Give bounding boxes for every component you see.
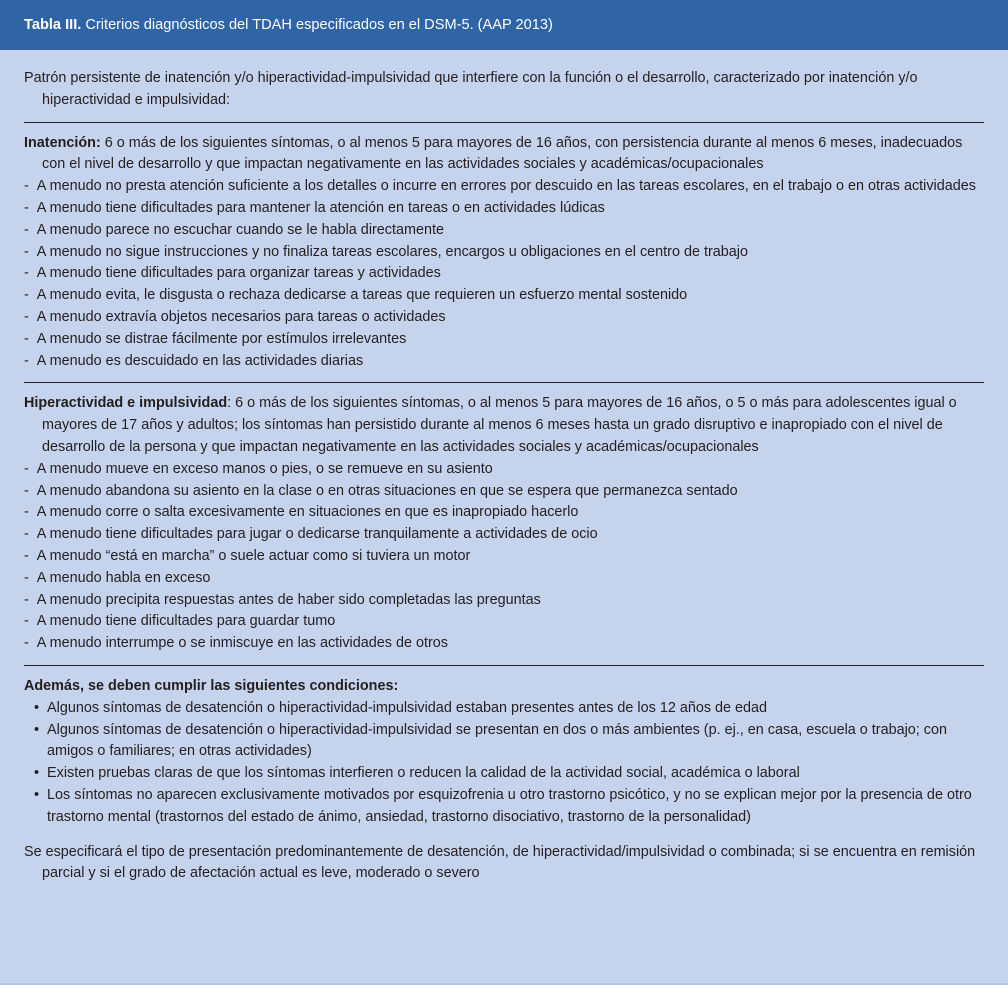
hyperactivity-section [24,393,984,655]
list-marker: - [24,308,37,325]
inattention-symptom [24,285,984,307]
list-item-text: A menudo tiene dificultades para jugar o dedicarse tranquilamente a actividades de ocio [36,526,598,543]
list-item-text: A menudo habla en exceso [36,569,211,586]
list-item-text: A menudo precipita respuestas antes de haber sido completadas las preguntas [36,591,541,608]
hyperactivity-symptom [24,524,984,546]
inattention-symptom [24,242,984,264]
divider [24,382,984,383]
list-marker: - [24,569,37,586]
closing-text: Se especificará el tipo de presentación predominantemente de desatención, de hiperactividad/impulsividad o combinada; si se encuentra en remisión parcial y si el grado de afectación actual es leve, moderado o severo [24,843,976,882]
table-number: Tabla III. [24,17,82,33]
list-item-text: A menudo “está en marcha” o suele actuar como si tuviera un motor [36,547,471,564]
inattention-paragraph [24,133,984,177]
hyperactivity-symptom [24,459,984,481]
list-item-text: A menudo tiene dificultades para mantener la atención en tareas o en actividades lúdicas [36,199,605,216]
inattention-heading: Inatención: [24,134,101,151]
inattention-symptom [24,307,984,329]
list-marker: - [24,635,37,652]
inattention-symptom [24,198,984,220]
hyperactivity-list [24,459,984,655]
condition-item [34,720,984,764]
list-item-text: A menudo abandona su asiento en la clase o en otras situaciones en que se espera que permanezca sentado [36,482,738,499]
list-marker: - [24,591,37,608]
list-item-text: A menudo interrumpe o se inmiscuye en las actividades de otros [36,635,448,652]
list-marker: - [24,265,37,282]
inattention-description: 6 o más de los siguientes síntomas, o al menos 5 para mayores de 16 años, con persistencia durante al menos 6 meses, inadecuados con el nivel de desarrollo y que impactan negativamente en las actividades sociales y académicas/ocupacionales [42,134,963,173]
list-item-text: A menudo tiene dificultades para guardar tumo [36,613,336,630]
conditions-section [24,676,984,829]
list-marker: - [24,178,37,195]
list-item-text: A menudo evita, le disgusta o rechaza dedicarse a tareas que requieren un esfuerzo mental sostenido [36,287,688,304]
hyperactivity-symptom [24,502,984,524]
inattention-list [24,176,984,372]
hyperactivity-heading: Hiperactividad e impulsividad [24,395,228,412]
list-item-text: A menudo mueve en exceso manos o pies, o se remueve en su asiento [36,460,493,477]
list-marker: - [24,526,37,543]
list-item-text: A menudo no presta atención suficiente a los detalles o incurre en errores por descuido en las tareas escolares, en el trabajo o en otras actividades [36,178,976,195]
list-item-text: A menudo parece no escuchar cuando se le habla directamente [36,221,444,238]
list-marker: - [24,482,37,499]
list-marker: - [24,199,37,216]
divider [24,665,984,666]
list-item-text: Los síntomas no aparecen exclusivamente motivados por esquizofrenia u otro trastorno psicótico, y no se explican mejor por la presencia de otro trastorno mental (trastornos del estado de ánimo, ansiedad, trastorno disociativo, trastorno de la personalidad) [47,786,972,825]
inattention-symptom [24,263,984,285]
hyperactivity-paragraph [24,393,984,458]
list-item-text: A menudo tiene dificultades para organizar tareas y actividades [36,265,441,282]
intro-text: Patrón persistente de inatención y/o hiperactividad-impulsividad que interfiere con la función o el desarrollo, caracterizado por inatención y/o hiperactividad e impulsividad: [24,70,918,108]
condition-item [34,763,984,785]
list-marker: • [34,765,48,782]
table-title: Criterios diagnósticos del TDAH especificados en el DSM-5. (AAP 2013) [85,17,553,33]
list-marker: - [24,613,37,630]
list-marker: • [34,786,48,803]
list-marker: - [24,243,37,260]
condition-item [34,698,984,720]
list-item-text: A menudo no sigue instrucciones y no finaliza tareas escolares, encargos u obligaciones en el centro de trabajo [36,243,748,260]
list-item-text: A menudo extravía objetos necesarios para tareas o actividades [36,308,446,325]
inattention-symptom [24,220,984,242]
list-marker: • [34,699,48,716]
list-marker: - [24,504,37,521]
divider [24,122,984,123]
table-content [0,50,1008,885]
list-item-text: A menudo se distrae fácilmente por estímulos irrelevantes [36,330,407,347]
hyperactivity-symptom [24,546,984,568]
hyperactivity-symptom [24,633,984,655]
list-item-text: Algunos síntomas de desatención o hiperactividad-impulsividad estaban presentes antes de los 12 años de edad [47,699,768,716]
list-marker: - [24,460,37,477]
conditions-heading: Además, se deben cumplir las siguientes condiciones: [24,677,399,694]
conditions-list [24,698,984,829]
list-item-text: Existen pruebas claras de que los síntomas interfieren o reducen la calidad de la actividad social, académica o laboral [47,765,800,782]
list-marker: - [24,287,37,304]
inattention-section [24,133,984,373]
list-marker: - [24,221,37,238]
list-marker: - [24,330,37,347]
inattention-symptom [24,329,984,351]
hyperactivity-symptom [24,568,984,590]
list-item-text: A menudo corre o salta excesivamente en situaciones en que es inapropiado hacerlo [36,504,579,521]
hyperactivity-symptom [24,611,984,633]
table-header [0,0,1008,50]
hyperactivity-description: : 6 o más de los siguientes síntomas, o al menos 5 para mayores de 16 años, o 5 o más para adolescentes igual o mayores de 17 años y adultos; los síntomas han persistido durante al menos 6 meses hasta un grado disruptivo e inapropiado con el nivel de desarrollo de la persona y que impactan negativamente en las actividades sociales y académicas/ocupacionales [42,395,957,455]
list-item-text: A menudo es descuidado en las actividades diarias [36,352,364,369]
hyperactivity-symptom [24,590,984,612]
list-marker: • [34,721,48,738]
inattention-symptom [24,351,984,373]
hyperactivity-symptom [24,481,984,503]
list-item-text: Algunos síntomas de desatención o hiperactividad-impulsividad se presentan en dos o más ambientes (p. ej., en casa, escuela o trabajo; con amigos o familiares; en otras actividades) [47,721,947,760]
inattention-symptom [24,176,984,198]
list-marker: - [24,352,37,369]
condition-item [34,785,984,829]
list-marker: - [24,547,37,564]
